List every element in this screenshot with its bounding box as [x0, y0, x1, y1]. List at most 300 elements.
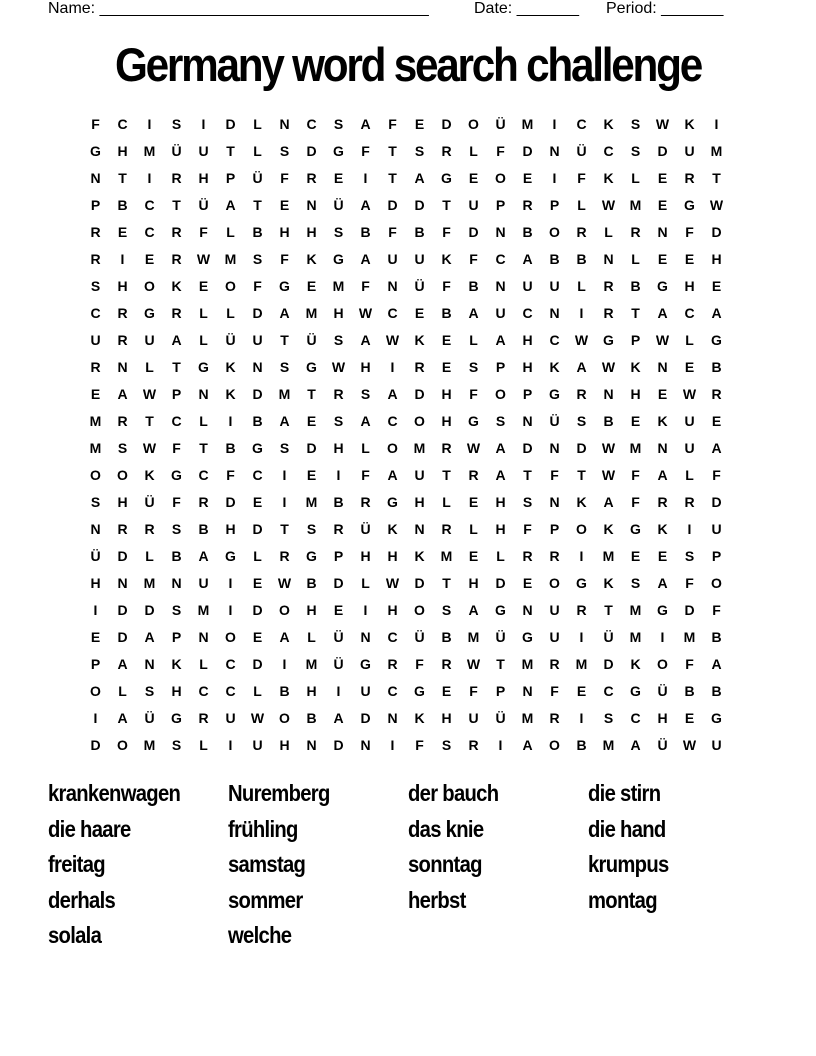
grid-letter: E — [684, 358, 695, 375]
grid-letter: I — [228, 412, 233, 429]
grid-letter: R — [468, 736, 479, 753]
grid-letter: L — [118, 682, 127, 699]
grid-letter: U — [360, 682, 371, 699]
grid-letter: T — [307, 385, 316, 402]
grid-letter: F — [496, 142, 505, 159]
grid-letter: M — [710, 142, 723, 159]
grid-letter: E — [468, 547, 479, 564]
grid-letter: C — [603, 682, 614, 699]
grid-letter: G — [684, 196, 695, 213]
grid-letter: F — [469, 250, 478, 267]
grid-letter: E — [522, 169, 533, 186]
grid-letter: F — [415, 736, 424, 753]
grid-letter: F — [388, 223, 397, 240]
grid-letter: E — [117, 223, 128, 240]
grid-letter: A — [495, 466, 506, 483]
grid-letter: S — [144, 682, 155, 699]
grid-letter: H — [117, 277, 128, 294]
grid-letter: A — [657, 574, 668, 591]
grid-letter: K — [144, 466, 155, 483]
grid-letter: K — [630, 358, 641, 375]
grid-letter: N — [603, 250, 614, 267]
grid-letter: W — [466, 439, 481, 456]
grid-letter: H — [171, 682, 182, 699]
grid-letter: P — [171, 628, 182, 645]
word-bank-item: die hand — [588, 815, 666, 842]
grid-letter: I — [363, 601, 368, 618]
grid-letter: S — [441, 601, 452, 618]
grid-letter: B — [711, 628, 722, 645]
grid-letter: S — [522, 493, 533, 510]
grid-letter: U — [198, 574, 209, 591]
grid-letter: H — [279, 223, 290, 240]
grid-letter: E — [441, 331, 452, 348]
grid-letter: R — [576, 223, 587, 240]
grid-letter: N — [117, 358, 128, 375]
grid-letter: T — [280, 520, 289, 537]
grid-letter: R — [441, 142, 452, 159]
grid-letter: N — [306, 736, 317, 753]
grid-letter: A — [522, 736, 533, 753]
word-bank-item: montag — [588, 886, 657, 913]
grid-letter: G — [468, 412, 479, 429]
grid-letter: N — [198, 385, 209, 402]
grid-letter: K — [657, 412, 668, 429]
grid-letter: S — [630, 115, 641, 132]
grid-letter: D — [441, 115, 452, 132]
grid-letter: R — [117, 520, 128, 537]
grid-letter: N — [522, 412, 533, 429]
grid-letter: P — [549, 520, 560, 537]
grid-letter: W — [385, 331, 400, 348]
grid-letter: K — [603, 520, 614, 537]
grid-letter: Ü — [495, 628, 506, 645]
grid-letter: M — [629, 196, 642, 213]
grid-letter: B — [171, 547, 182, 564]
word-bank-item: der bauch — [408, 780, 499, 806]
grid-letter: Ü — [414, 628, 425, 645]
grid-letter: P — [630, 331, 641, 348]
grid-letter: R — [360, 493, 371, 510]
grid-letter: L — [469, 331, 478, 348]
grid-letter: A — [711, 439, 722, 456]
grid-letter: K — [549, 358, 560, 375]
word-bank — [48, 776, 768, 954]
grid-letter: W — [142, 439, 157, 456]
grid-letter: R — [549, 655, 560, 672]
grid-letter: D — [387, 196, 398, 213]
grid-letter: A — [198, 547, 209, 564]
grid-letter: R — [468, 466, 479, 483]
grid-letter: U — [414, 466, 425, 483]
grid-letter: I — [336, 682, 341, 699]
grid-letter: I — [660, 628, 665, 645]
grid-letter: H — [306, 682, 317, 699]
grid-letter: L — [145, 358, 154, 375]
grid-letter: H — [198, 169, 209, 186]
grid-letter: H — [117, 142, 128, 159]
grid-letter: G — [171, 709, 182, 726]
grid-letter: H — [441, 412, 452, 429]
grid-letter: N — [603, 385, 614, 402]
grid-letter: M — [602, 547, 615, 564]
grid-letter: K — [441, 250, 452, 267]
grid-letter: G — [576, 574, 587, 591]
grid-letter: E — [144, 250, 155, 267]
grid-letter: U — [711, 520, 722, 537]
grid-letter: E — [657, 250, 668, 267]
grid-letter: L — [577, 277, 586, 294]
grid-letter: O — [90, 466, 101, 483]
grid-letter: I — [363, 169, 368, 186]
grid-letter: C — [522, 304, 533, 321]
grid-letter: W — [655, 331, 670, 348]
grid-letter: H — [495, 520, 506, 537]
grid-letter: U — [684, 439, 695, 456]
grid-letter: I — [390, 736, 395, 753]
grid-letter: Ü — [333, 655, 344, 672]
grid-letter: P — [549, 196, 560, 213]
grid-letter: O — [549, 574, 560, 591]
grid-letter: S — [441, 736, 452, 753]
grid-letter: E — [657, 169, 668, 186]
grid-letter: B — [576, 736, 587, 753]
grid-letter: T — [712, 169, 721, 186]
grid-letter: E — [468, 169, 479, 186]
grid-letter: S — [630, 142, 641, 159]
grid-letter: A — [468, 304, 479, 321]
grid-letter: T — [145, 412, 154, 429]
grid-letter: O — [414, 412, 425, 429]
grid-letter: L — [199, 736, 208, 753]
grid-letter: G — [441, 169, 452, 186]
period-field: Period: _______ — [606, 0, 724, 17]
grid-letter: G — [252, 439, 263, 456]
grid-letter: S — [279, 439, 290, 456]
grid-letter: N — [360, 628, 371, 645]
grid-letter: Ü — [171, 142, 182, 159]
grid-letter: B — [117, 196, 128, 213]
grid-letter: D — [360, 709, 371, 726]
grid-letter: K — [225, 358, 236, 375]
grid-letter: K — [576, 493, 587, 510]
grid-letter: N — [549, 439, 560, 456]
grid-letter: U — [198, 142, 209, 159]
grid-letter: N — [549, 304, 560, 321]
grid-letter: I — [93, 601, 98, 618]
grid-letter: R — [117, 304, 128, 321]
grid-letter: A — [144, 628, 155, 645]
grid-letter: W — [601, 196, 616, 213]
grid-letter: E — [684, 709, 695, 726]
grid-letter: A — [630, 736, 641, 753]
grid-letter: D — [414, 196, 425, 213]
grid-letter: O — [657, 655, 668, 672]
grid-letter: Ü — [495, 115, 506, 132]
grid-letter: S — [279, 358, 290, 375]
grid-letter: P — [711, 547, 722, 564]
grid-letter: C — [387, 628, 398, 645]
grid-letter: L — [631, 250, 640, 267]
grid-letter: G — [630, 520, 641, 537]
grid-letter: B — [576, 250, 587, 267]
grid-letter: O — [495, 169, 506, 186]
grid-letter: O — [549, 736, 560, 753]
grid-letter: U — [549, 601, 560, 618]
grid-letter: N — [657, 358, 668, 375]
grid-letter: D — [522, 142, 533, 159]
grid-letter: M — [413, 439, 426, 456]
grid-letter: M — [521, 655, 534, 672]
grid-letter: K — [171, 655, 182, 672]
grid-letter: C — [549, 331, 560, 348]
grid-letter: R — [684, 493, 695, 510]
grid-letter: E — [684, 250, 695, 267]
grid-letter: A — [711, 655, 722, 672]
grid-letter: E — [90, 628, 101, 645]
grid-letter: P — [495, 358, 506, 375]
grid-letter: G — [414, 682, 425, 699]
grid-letter: A — [360, 196, 371, 213]
grid-letter: F — [388, 115, 397, 132]
grid-letter: O — [117, 466, 128, 483]
grid-letter: S — [333, 331, 344, 348]
grid-letter: P — [171, 385, 182, 402]
grid-letter: R — [306, 169, 317, 186]
grid-letter: K — [414, 547, 425, 564]
grid-letter: M — [305, 304, 318, 321]
grid-letter: T — [388, 169, 397, 186]
grid-letter: M — [575, 655, 588, 672]
grid-letter: C — [387, 682, 398, 699]
grid-letter: F — [280, 250, 289, 267]
grid-letter: L — [577, 196, 586, 213]
grid-letter: F — [550, 466, 559, 483]
grid-letter: U — [225, 709, 236, 726]
grid-letter: B — [441, 628, 452, 645]
grid-letter: L — [361, 574, 370, 591]
grid-letter: B — [441, 304, 452, 321]
grid-letter: T — [631, 304, 640, 321]
word-bank-item: sommer — [228, 886, 303, 913]
grid-letter: F — [469, 385, 478, 402]
grid-letter: S — [171, 520, 182, 537]
grid-letter: I — [282, 466, 287, 483]
grid-letter: R — [117, 412, 128, 429]
grid-letter: L — [631, 169, 640, 186]
grid-letter: D — [225, 115, 236, 132]
grid-letter: F — [226, 466, 235, 483]
grid-letter: A — [279, 412, 290, 429]
grid-letter: K — [414, 331, 425, 348]
grid-letter: I — [579, 628, 584, 645]
grid-letter: A — [117, 709, 128, 726]
grid-letter: I — [579, 547, 584, 564]
grid-letter: D — [117, 547, 128, 564]
grid-letter: I — [552, 169, 557, 186]
grid-letter: M — [224, 250, 237, 267]
grid-letter: D — [711, 223, 722, 240]
word-bank-item: sonntag — [408, 851, 482, 878]
grid-letter: F — [523, 520, 532, 537]
grid-letter: G — [333, 142, 344, 159]
grid-letter: D — [117, 628, 128, 645]
word-bank-item: das knie — [408, 815, 484, 842]
grid-letter: I — [282, 493, 287, 510]
grid-letter: N — [549, 142, 560, 159]
grid-letter: D — [495, 574, 506, 591]
grid-letter: R — [90, 250, 101, 267]
grid-letter: M — [467, 628, 480, 645]
grid-letter: G — [306, 358, 317, 375]
grid-letter: H — [711, 250, 722, 267]
grid-letter: R — [90, 223, 101, 240]
grid-letter: G — [549, 385, 560, 402]
grid-letter: O — [468, 115, 479, 132]
grid-letter: R — [549, 547, 560, 564]
grid-letter: G — [495, 601, 506, 618]
grid-letter: W — [250, 709, 265, 726]
grid-letter: S — [117, 439, 128, 456]
grid-letter: E — [333, 169, 344, 186]
grid-letter: G — [306, 547, 317, 564]
grid-letter: E — [711, 277, 722, 294]
grid-letter: T — [388, 142, 397, 159]
grid-letter: A — [603, 493, 614, 510]
grid-letter: O — [117, 736, 128, 753]
grid-letter: T — [172, 196, 181, 213]
grid-letter: R — [333, 520, 344, 537]
grid-letter: N — [90, 169, 101, 186]
grid-letter: O — [144, 277, 155, 294]
grid-letter: F — [631, 466, 640, 483]
grid-letter: U — [90, 331, 101, 348]
grid-letter: W — [682, 385, 697, 402]
grid-letter: M — [629, 601, 642, 618]
grid-letter: S — [333, 412, 344, 429]
grid-letter: L — [307, 628, 316, 645]
word-bank-item: herbst — [408, 886, 466, 913]
grid-letter: Ü — [360, 520, 371, 537]
grid-letter: F — [712, 466, 721, 483]
grid-letter: Ü — [252, 169, 263, 186]
grid-letter: Ü — [414, 277, 425, 294]
grid-letter: H — [684, 277, 695, 294]
grid-letter: O — [711, 574, 722, 591]
word-search-grid — [82, 110, 730, 758]
grid-letter: N — [657, 223, 668, 240]
grid-letter: G — [144, 304, 155, 321]
grid-letter: B — [198, 520, 209, 537]
grid-letter: D — [657, 142, 668, 159]
grid-letter: N — [90, 520, 101, 537]
grid-letter: G — [387, 493, 398, 510]
grid-letter: C — [252, 466, 263, 483]
grid-letter: R — [441, 439, 452, 456]
grid-letter: W — [682, 736, 697, 753]
grid-letter: M — [602, 736, 615, 753]
grid-letter: H — [306, 223, 317, 240]
grid-letter: L — [253, 142, 262, 159]
grid-letter: S — [684, 547, 695, 564]
grid-letter: I — [93, 709, 98, 726]
grid-letter: F — [442, 223, 451, 240]
grid-letter: Ü — [657, 682, 668, 699]
grid-letter: N — [414, 520, 425, 537]
grid-letter: D — [252, 304, 263, 321]
grid-letter: F — [361, 466, 370, 483]
grid-letter: C — [144, 196, 155, 213]
grid-letter: B — [630, 277, 641, 294]
grid-letter: C — [603, 142, 614, 159]
grid-letter: C — [306, 115, 317, 132]
grid-letter: R — [198, 493, 209, 510]
word-bank-item: krankenwagen — [48, 780, 181, 806]
grid-letter: D — [252, 520, 263, 537]
word-bank-item: derhals — [48, 886, 116, 913]
grid-letter: E — [252, 574, 263, 591]
grid-letter: N — [387, 277, 398, 294]
word-bank-item: welche — [228, 922, 292, 949]
page-title: Germany word search challenge — [115, 38, 701, 91]
grid-letter: R — [522, 196, 533, 213]
grid-letter: I — [714, 115, 719, 132]
grid-letter: G — [711, 709, 722, 726]
grid-letter: A — [387, 385, 398, 402]
grid-letter: T — [253, 196, 262, 213]
grid-letter: W — [142, 385, 157, 402]
grid-letter: O — [90, 682, 101, 699]
grid-letter: U — [387, 250, 398, 267]
grid-letter: S — [414, 142, 425, 159]
grid-letter: D — [414, 385, 425, 402]
grid-letter: E — [252, 493, 263, 510]
grid-letter: K — [603, 115, 614, 132]
grid-letter: H — [387, 601, 398, 618]
grid-letter: B — [468, 277, 479, 294]
grid-letter: I — [390, 358, 395, 375]
grid-letter: M — [278, 385, 291, 402]
grid-letter: B — [252, 412, 263, 429]
grid-letter: N — [117, 574, 128, 591]
grid-letter: D — [144, 601, 155, 618]
grid-letter: R — [171, 250, 182, 267]
grid-letter: H — [333, 304, 344, 321]
grid-letter: F — [577, 169, 586, 186]
grid-letter: N — [522, 601, 533, 618]
grid-letter: G — [279, 277, 290, 294]
grid-letter: A — [360, 331, 371, 348]
grid-letter: T — [442, 574, 451, 591]
grid-letter: A — [414, 169, 425, 186]
word-bank-item: die stirn — [588, 780, 661, 806]
grid-letter: N — [360, 736, 371, 753]
grid-letter: G — [603, 331, 614, 348]
grid-letter: H — [495, 493, 506, 510]
grid-letter: T — [442, 466, 451, 483]
grid-letter: E — [522, 574, 533, 591]
grid-letter: P — [495, 196, 506, 213]
grid-letter: W — [601, 439, 616, 456]
grid-letter: I — [147, 115, 152, 132]
grid-letter: K — [603, 574, 614, 591]
grid-letter: I — [228, 574, 233, 591]
grid-letter: G — [657, 601, 668, 618]
grid-letter: N — [495, 277, 506, 294]
word-bank-item: frühling — [228, 815, 298, 842]
grid-letter: A — [387, 466, 398, 483]
grid-letter: W — [358, 304, 373, 321]
